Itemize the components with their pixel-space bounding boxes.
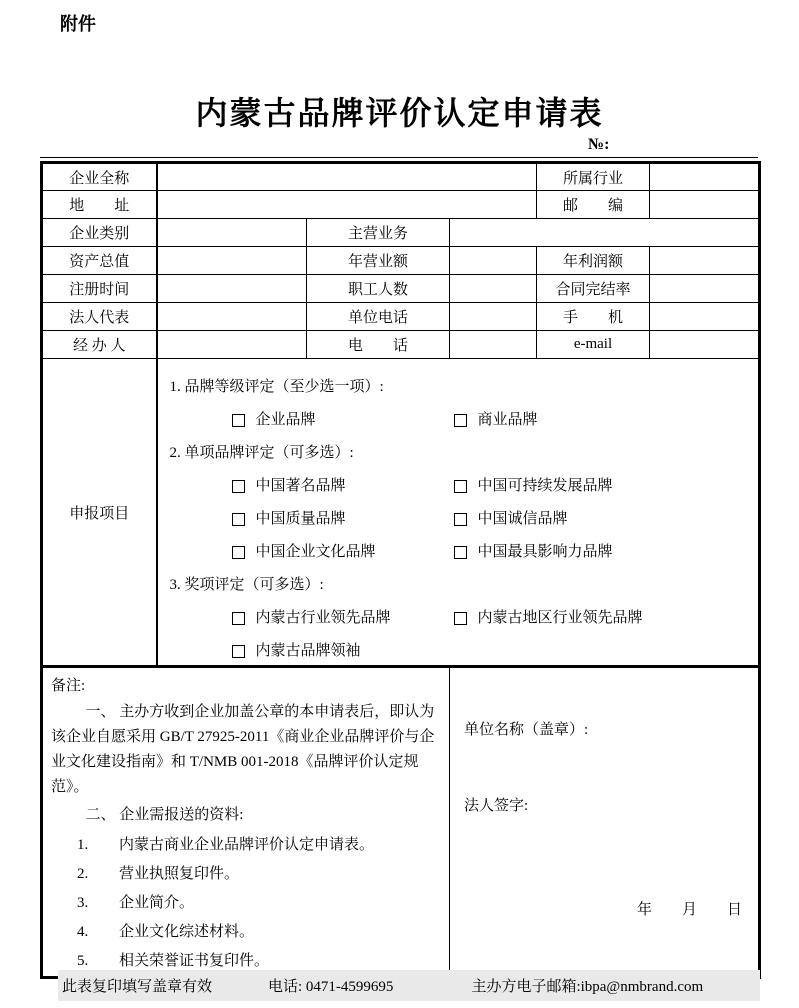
option-label: 中国著名品牌 [255,478,346,494]
mobile-input[interactable] [650,303,760,331]
option-row [232,542,753,562]
table-row [42,191,760,219]
list-item-text: 企业文化综述材料。 [119,924,255,940]
annual-revenue-input[interactable] [450,247,537,275]
option-china-integrity-brand[interactable] [454,509,676,529]
date-placeholder: 年 月 日 [636,902,742,918]
option-row [232,608,753,628]
table-top-hairline [40,157,758,158]
option-enterprise-brand[interactable] [232,410,454,430]
company-name-label: 企业全称 [42,163,157,191]
option-label: 企业品牌 [255,412,316,428]
option-label: 中国最具影响力品牌 [477,544,613,560]
apply-projects-content [157,359,760,667]
option-china-influential-brand[interactable] [454,542,676,562]
remarks-clause-1: 一、 主办方收到企业加盖公章的本申请表后，即认为该企业自愿采用 GB/T 27925-2011《商业企业品牌评价与企业文化建设指南》和 T/NMB 001-2018《品牌评价认定规范》。 [51,704,435,795]
main-business-label: 主营业务 [307,219,450,247]
checkbox-icon[interactable] [232,645,245,658]
checkbox-icon[interactable] [454,612,467,625]
option-label: 中国可持续发展品牌 [477,478,613,494]
checkbox-icon[interactable] [232,414,245,427]
postcode-input[interactable] [650,191,760,219]
contact-email: 主办方电子邮箱:ibpa@nmbrand.com [471,979,704,995]
company-type-input[interactable] [157,219,307,247]
checkbox-icon[interactable] [232,513,245,526]
phone-label: 电 话 [307,331,450,359]
mobile-label: 手 机 [537,303,650,331]
option-row [232,509,753,529]
option-label: 中国诚信品牌 [477,511,568,527]
group-3-heading: 3. 奖项评定（可多选）: [169,577,324,593]
list-item-number: 1. [77,837,89,853]
checkbox-icon[interactable] [232,480,245,493]
annual-profit-input[interactable] [650,247,760,275]
apply-projects-row [42,359,760,667]
checkbox-icon[interactable] [232,546,245,559]
remarks-label: 备注: [51,678,86,694]
option-china-famous-brand[interactable] [232,476,454,496]
annual-profit-label: 年利润额 [537,247,650,275]
option-commercial-brand[interactable] [454,410,676,430]
remarks-row [42,667,760,978]
option-china-sustainable-brand[interactable] [454,476,676,496]
address-label: 地 址 [42,191,157,219]
list-item [77,860,439,889]
total-assets-input[interactable] [157,247,307,275]
postcode-label: 邮 编 [537,191,650,219]
signature-cell [450,667,760,978]
checkbox-icon[interactable] [454,546,467,559]
checkbox-icon[interactable] [454,480,467,493]
page-title: 内蒙古品牌评价认定申请表 [195,95,604,131]
attachment-label: 附件 [60,14,96,34]
remarks-clause-2: 二、 企业需报送的资料: [85,807,244,823]
checkbox-icon[interactable] [454,513,467,526]
company-type-label: 企业类别 [42,219,157,247]
email-label: e-mail [537,331,650,359]
option-row [232,476,753,496]
group-2-heading: 2. 单项品牌评定（可多选）: [169,445,354,461]
email-input[interactable] [650,331,760,359]
option-china-quality-brand[interactable] [232,509,454,529]
materials-list [77,831,439,976]
company-phone-input[interactable] [450,303,537,331]
list-item-number: 3. [77,895,89,911]
total-assets-label: 资产总值 [42,247,157,275]
checkbox-icon[interactable] [232,612,245,625]
unit-name-seal-label: 单位名称（盖章）: [464,722,589,738]
option-row [232,410,753,430]
option-label: 中国质量品牌 [255,511,346,527]
table-row [42,247,760,275]
employee-count-input[interactable] [450,275,537,303]
table-row [42,331,760,359]
option-china-culture-brand[interactable] [232,542,454,562]
checkbox-icon[interactable] [454,414,467,427]
option-nm-brand-leader[interactable] [232,641,454,661]
contract-completion-rate-input[interactable] [650,275,760,303]
industry-label: 所属行业 [537,163,650,191]
option-nm-industry-leading-brand[interactable] [232,608,454,628]
legal-signature-label: 法人签字: [464,798,529,814]
list-item-text: 相关荣誉证书复印件。 [119,953,270,969]
list-item-text: 企业简介。 [119,895,195,911]
company-phone-label: 单位电话 [307,303,450,331]
list-item-number: 5. [77,953,89,969]
list-item [77,889,439,918]
group-1-heading: 1. 品牌等级评定（至少选一项）: [169,379,384,395]
option-label: 内蒙古品牌领袖 [255,643,361,659]
table-row [42,163,760,191]
registration-date-input[interactable] [157,275,307,303]
table-row [42,303,760,331]
remarks-cell [42,667,450,978]
application-table [40,161,761,979]
apply-projects-label: 申报项目 [42,359,157,667]
registration-date-label: 注册时间 [42,275,157,303]
table-row [42,275,760,303]
option-label: 内蒙古行业领先品牌 [255,610,391,626]
serial-number-label: №: [588,136,610,153]
industry-input[interactable] [650,163,760,191]
employee-count-label: 职工人数 [307,275,450,303]
option-label: 中国企业文化品牌 [255,544,376,560]
option-row [232,641,753,661]
option-label: 商业品牌 [477,412,538,428]
list-item-text: 营业执照复印件。 [119,866,240,882]
main-business-input[interactable] [450,219,760,247]
contract-completion-rate-label: 合同完结率 [537,275,650,303]
validity-note: 此表复印填写盖章有效 [62,979,213,995]
list-item [77,831,439,860]
annual-revenue-label: 年营业额 [307,247,450,275]
contact-phone: 电话: 0471-4599695 [268,979,394,995]
handler-label: 经 办 人 [42,331,157,359]
handler-input[interactable] [157,331,307,359]
company-name-input[interactable] [157,163,537,191]
list-item-number: 4. [77,924,89,940]
legal-representative-input[interactable] [157,303,307,331]
option-label: 内蒙古地区行业领先品牌 [477,610,643,626]
footer-bar [58,970,760,1001]
list-item-number: 2. [77,866,89,882]
table-row [42,219,760,247]
phone-input[interactable] [450,331,537,359]
legal-representative-label: 法人代表 [42,303,157,331]
list-item [77,918,439,947]
address-input[interactable] [157,191,537,219]
option-nm-regional-industry-leading-brand[interactable] [454,608,676,628]
list-item-text: 内蒙古商业企业品牌评价认定申请表。 [119,837,375,853]
